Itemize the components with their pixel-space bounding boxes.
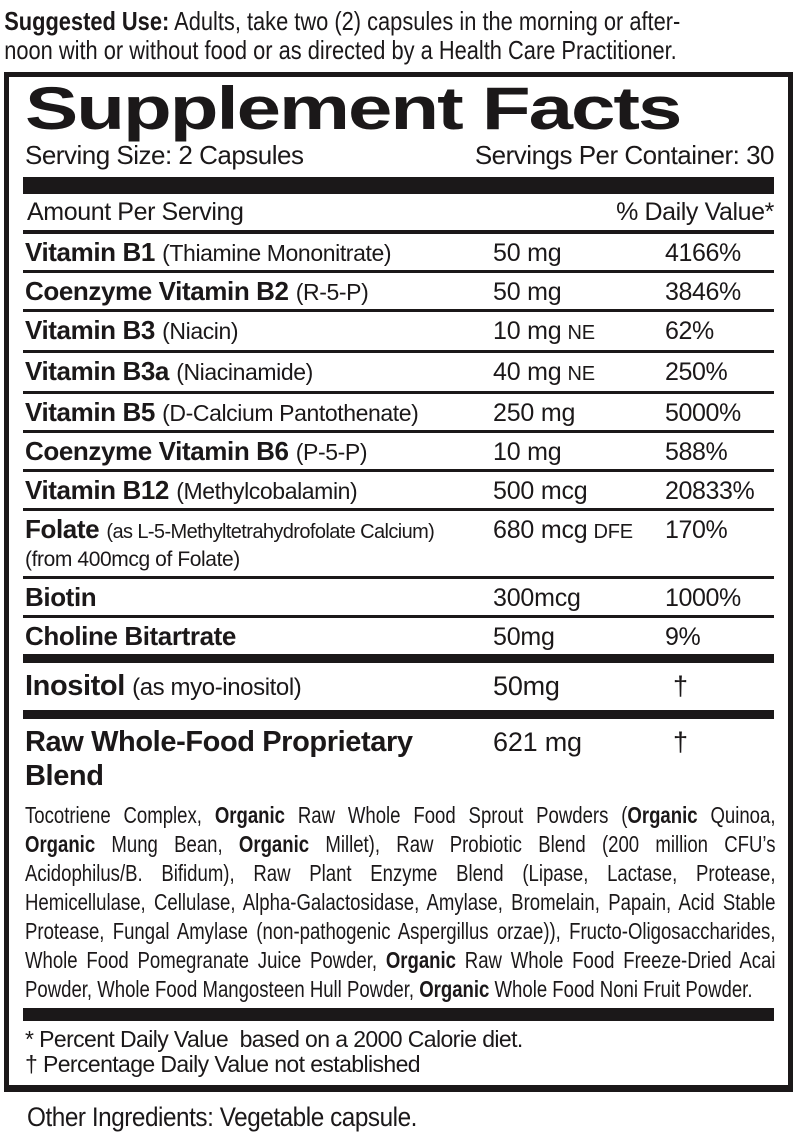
nutrient-name-cell (23, 397, 493, 428)
daily-value: † (673, 727, 688, 757)
nutrient-amount-cell (493, 277, 665, 307)
panel-title: Supplement Facts (25, 75, 681, 142)
nutrient-amount: 680 mcg (493, 516, 588, 544)
nutrient-name: Vitamin B3a (25, 356, 169, 386)
nutrient-amount: 300mcg (493, 584, 581, 612)
nutrient-name-cell (23, 315, 493, 346)
blend-ingredient-text: Organic (214, 802, 285, 828)
nutrient-row (23, 273, 774, 312)
section-divider-bar (23, 654, 774, 663)
nutrient-amount-cell (493, 437, 665, 467)
nutrient-amount-cell (493, 476, 665, 506)
nutrient-form: (Niacinamide) (176, 359, 313, 385)
nutrient-amount: 10 mg (493, 317, 562, 345)
nutrient-row (23, 618, 774, 654)
nutrient-amount-cell (493, 357, 665, 389)
section-divider-bar (23, 710, 774, 719)
nutrient-name-cell (23, 669, 493, 705)
footnote-dagger: † Percentage Daily Value not established (25, 1051, 420, 1077)
nutrient-name: Biotin (25, 582, 97, 612)
nutrient-form: (Niacin) (162, 318, 239, 344)
nutrient-form: (Thiamine Mononitrate) (162, 240, 392, 266)
nutrient-amount-cell (493, 725, 665, 759)
blend-ingredient-text: Organic (238, 831, 310, 857)
suggested-use-text: Adults, take two (2) capsules in the morning or after- (169, 6, 681, 36)
blend-ingredient-text: Organic (627, 802, 698, 828)
blend-ingredient-text: Whole Food Noni Fruit Powder. (489, 976, 753, 1002)
suggested-use-line2: noon with or without food or as directed by a Health Care Practitioner. (4, 35, 677, 65)
nutrient-form: (R-5-P) (295, 279, 369, 305)
nutrient-name: Raw Whole-Food Proprietary Blend (25, 726, 413, 792)
inositol-row-slot (23, 663, 774, 710)
nutrient-name-cell (23, 582, 493, 612)
nutrient-amount-cell (493, 316, 665, 348)
nutrient-form: (D-Calcium Pantothenate) (162, 400, 419, 426)
nutrient-amount: 250 mg (493, 399, 576, 427)
nutrient-row (23, 394, 774, 433)
nutrient-name: Vitamin B3 (25, 315, 155, 345)
footnotes (23, 1021, 774, 1079)
daily-value: 20833% (665, 477, 755, 505)
nutrient-name-cell (23, 237, 493, 268)
nutrient-name: Choline Bitartrate (25, 621, 236, 651)
blend-ingredient-text: Organic (385, 947, 456, 973)
nutrient-row (23, 353, 774, 394)
blend-ingredient-text: Millet), Raw Probiotic Blend (200 million CFU’s Acidophilus/B. Bifidum), Raw Plant Enzyme Blend (Lipase, Lactase, Protease, Hemicellulase, Cellulase, Alpha-Galactosidase, Amylase, Bromelain, Papain, Acid Stable Protease, Fungal Amylase (non-pathogenic Aspergillus orzae)), Fructo-Oligosaccharides, Whole Food Pomegranate Juice Powder, (25, 831, 776, 973)
nutrient-name-cell (23, 725, 493, 793)
nutrient-amount: 50 mg (493, 239, 562, 267)
daily-value: 62% (665, 317, 714, 345)
suggested-use (0, 0, 681, 65)
amount-unit-suffix: NE (567, 363, 595, 385)
nutrient-name-cell (23, 276, 493, 307)
nutrient-form: (P-5-P) (295, 439, 368, 465)
daily-value: † (673, 671, 688, 701)
nutrient-name: Coenzyme Vitamin B2 (25, 276, 289, 306)
nutrient-row (23, 433, 774, 472)
daily-value: 1000% (665, 584, 741, 612)
thick-divider-bar (23, 177, 774, 194)
nutrient-name: Inositol (25, 670, 125, 702)
nutrient-row (23, 472, 774, 511)
nutrient-form: (as L-5-Methyltetrahydrofolate Calcium) (106, 521, 435, 543)
nutrient-row (23, 234, 774, 273)
nutrient-amount: 50mg (493, 623, 555, 651)
supplement-facts-panel (4, 72, 793, 1092)
daily-value: 250% (665, 358, 728, 386)
amount-unit-suffix: NE (567, 322, 595, 344)
other-ingredients: Other Ingredients: Vegetable capsule. (27, 1102, 417, 1132)
nutrient-form: (as myo-inositol) (132, 674, 302, 701)
nutrient-row (23, 663, 774, 710)
nutrient-name: Vitamin B1 (25, 237, 155, 267)
nutrient-row (23, 719, 774, 798)
nutrient-name: Folate (25, 514, 100, 544)
nutrient-amount: 621 mg (493, 727, 582, 757)
nutrient-name-cell (23, 436, 493, 467)
nutrient-name-cell (23, 621, 493, 651)
nutrient-name-cell (23, 356, 493, 387)
nutrient-row (23, 312, 774, 353)
nutrient-amount: 50mg (493, 671, 560, 701)
blend-ingredient-text: Mung Bean, (95, 831, 239, 857)
blend-ingredient-text: Tocotriene Complex, (25, 802, 215, 828)
daily-value: 170% (665, 516, 728, 544)
col-header-daily-value: % Daily Value* (616, 198, 774, 226)
nutrient-amount: 10 mg (493, 438, 562, 466)
amount-unit-suffix: DFE (593, 521, 633, 543)
nutrient-amount-cell (493, 583, 665, 613)
daily-value: 5000% (665, 399, 741, 427)
nutrient-name: Vitamin B12 (25, 475, 169, 505)
blend-ingredient-text: Organic (419, 976, 490, 1002)
blend-ingredient-text: Organic (25, 831, 96, 857)
nutrient-amount-cell (493, 622, 665, 652)
nutrient-amount-cell (493, 238, 665, 268)
nutrient-row (23, 511, 774, 579)
blend-ingredient-text: Raw Whole Food Freeze-Dried Acai Powder, Whole Food Mangosteen Hull Powder, (25, 947, 776, 1002)
footnote-divider-bar (23, 1008, 774, 1021)
nutrient-amount: 500 mcg (493, 477, 588, 505)
daily-value: 9% (665, 623, 701, 651)
nutrient-name: Vitamin B5 (25, 397, 155, 427)
nutrient-amount-cell (493, 398, 665, 428)
col-header-amount-per-serving: Amount Per Serving (27, 198, 244, 226)
servings-per-container: Servings Per Container: 30 (474, 140, 774, 170)
nutrient-name-cell (23, 475, 493, 506)
daily-value: 3846% (665, 278, 741, 306)
footnote-percent-dv: * Percent Daily Value based on a 2000 Calorie diet. (25, 1026, 523, 1052)
nutrient-row (23, 579, 774, 618)
nutrient-source-note: (from 400mcg of Folate) (25, 548, 240, 571)
nutrient-amount-cell (493, 669, 665, 703)
nutrient-amount: 40 mg (493, 358, 562, 386)
nutrient-form: (Methylcobalamin) (176, 478, 358, 504)
suggested-use-label: Suggested Use: (4, 6, 170, 36)
nutrient-amount-cell (493, 515, 665, 547)
nutrient-rows (23, 234, 774, 654)
nutrient-amount: 50 mg (493, 278, 562, 306)
serving-info-row (23, 137, 774, 177)
daily-value: 588% (665, 438, 728, 466)
nutrient-name: Coenzyme Vitamin B6 (25, 436, 289, 466)
blend-ingredients-paragraph (25, 801, 776, 1004)
table-header-row (23, 194, 774, 234)
proprietary-blend-row-slot (23, 719, 774, 798)
suggested-use-line1 (4, 6, 681, 36)
blend-ingredient-text: Raw Whole Food Sprout Powders ( (284, 802, 628, 828)
serving-size: Serving Size: 2 Capsules (25, 140, 304, 170)
blend-ingredient-text: Quinoa, (697, 802, 776, 828)
daily-value: 4166% (665, 239, 741, 267)
nutrient-name-cell (23, 514, 493, 574)
